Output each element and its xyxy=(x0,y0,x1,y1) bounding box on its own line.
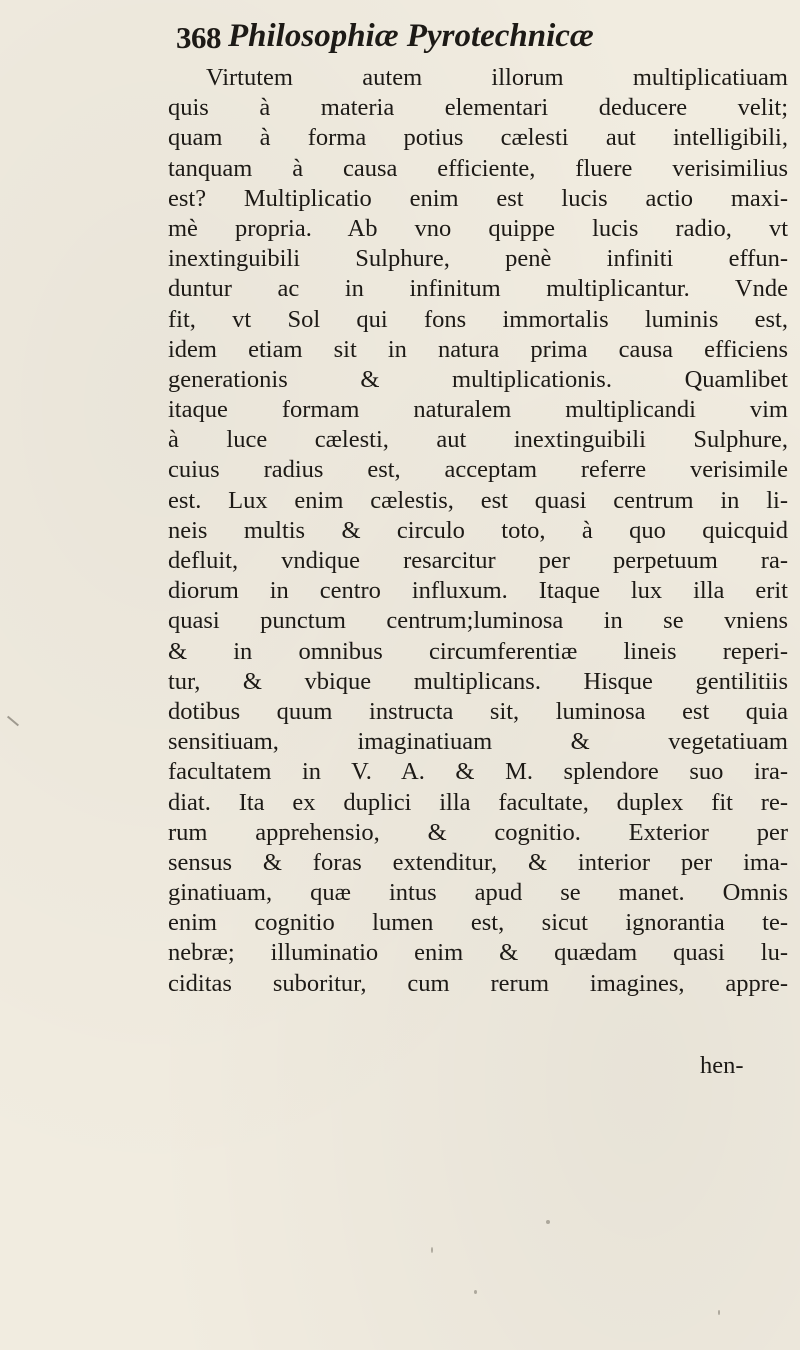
text-line: fit, vt Sol qui fons immortalis luminis est, xyxy=(168,305,788,333)
text-line: facultatem in V. A. & M. splendore suo ira- xyxy=(168,758,788,786)
catchword: hen- xyxy=(700,1052,744,1079)
text-line: sensus & foras extenditur, & interior per ima- xyxy=(168,848,788,876)
page-number: 368 xyxy=(176,20,221,55)
text-line: itaque formam naturalem multiplicandi vim xyxy=(168,396,788,424)
text-line: mè propria. Ab vno quippe lucis radio, vt xyxy=(168,214,788,242)
text-line: cuius radius est, acceptam referre verisimile xyxy=(168,456,788,484)
text-line: defluit, vndique resarcitur per perpetuum ra- xyxy=(168,547,788,574)
ink-speck xyxy=(546,1220,550,1224)
text-line: & in omnibus circumferentiæ lineis reperi- xyxy=(168,637,788,665)
ink-speck xyxy=(431,1247,433,1253)
text-line: est? Multiplicatio enim est lucis actio maxi- xyxy=(168,184,788,212)
text-line: rum apprehensio, & cognitio. Exterior per xyxy=(168,818,788,846)
text-line: idem etiam sit in natura prima causa efficiens xyxy=(168,335,788,363)
text-line: inextinguibili Sulphure, penè infiniti effun- xyxy=(168,245,788,273)
ink-speck xyxy=(474,1290,477,1294)
text-line: tur, & vbique multiplicans. Hisque gentilitiis xyxy=(168,667,788,695)
text-line: quam à forma potius cælesti aut intelligibili, xyxy=(168,124,788,152)
body-text xyxy=(168,63,788,999)
margin-mark xyxy=(7,716,19,727)
text-line: est. Lux enim cælestis, est quasi centrum in li- xyxy=(168,486,788,514)
text-line: diorum in centro influxum. Itaque lux illa erit xyxy=(168,577,788,605)
text-line: tanquam à causa efficiente, fluere verisimilius xyxy=(168,154,788,182)
text-line: duntur ac in infinitum multiplicantur. Vnde xyxy=(168,275,788,303)
text-line: diat. Ita ex duplici illa facultate, duplex fit re- xyxy=(168,788,788,816)
text-line: dotibus quum instructa sit, luminosa est quia xyxy=(168,697,788,725)
text-line: enim cognitio lumen est, sicut ignorantia te- xyxy=(168,909,788,937)
text-line: Virtutem autem illorum multiplicatiuam xyxy=(206,64,788,91)
text-line: ciditas suboritur, cum rerum imagines, appre- xyxy=(168,969,788,997)
page-header xyxy=(176,14,756,64)
text-line: generationis & multiplicationis. Quamlibet xyxy=(168,365,788,393)
text-line: nebræ; illuminatio enim & quædam quasi lu- xyxy=(168,939,788,967)
text-line: à luce cælesti, aut inextinguibili Sulphure, xyxy=(168,426,788,454)
text-line: ginatiuam, quæ intus apud se manet. Omnis xyxy=(168,879,788,907)
text-line: quis à materia elementari deducere velit; xyxy=(168,94,788,122)
text-line: quasi punctum centrum;luminosa in se vniens xyxy=(168,607,788,635)
text-line: sensitiuam, imaginatiuam & vegetatiuam xyxy=(168,728,788,756)
text-line: neis multis & circulo toto, à quo quicquid xyxy=(168,516,788,544)
running-title: Philosophiæ Pyrotechnicæ xyxy=(228,18,594,54)
ink-speck xyxy=(718,1310,720,1315)
